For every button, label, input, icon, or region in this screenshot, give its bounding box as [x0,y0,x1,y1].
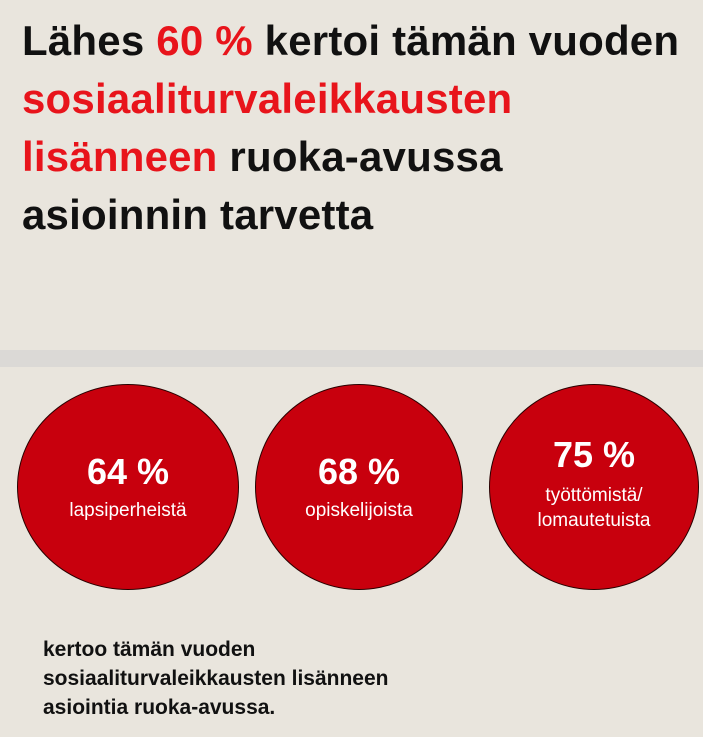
headline-part-1: Lähes [22,17,157,64]
stat-circle-families [17,384,239,590]
stat-circle-students [255,384,463,590]
stat-label: opiskelijoista [305,499,413,521]
stat-label-line-2: lomautetuista [537,510,651,531]
headline-highlight-percentage: 60 % [156,17,253,64]
stat-value: 64 % [86,450,170,492]
stat-label-line-1: työttömistä/ [545,485,643,506]
headline-part-2: kertoi tämän vuoden [252,17,680,64]
stat-circle-unemployed [489,384,699,590]
footer-line-3: asiointia ruoka-avussa. [43,696,276,719]
headline [22,12,692,244]
headline-highlight-cuts: sosiaaliturvaleikkausten lisänneen [22,75,513,180]
stat-value: 75 % [552,434,636,475]
footer-text [43,635,663,722]
stat-label: lapsiperheistä [69,499,187,521]
footer-line-1: kertoo tämän vuoden [43,638,256,661]
section-divider [0,350,703,367]
footer-line-2: sosiaaliturvaleikkausten lisänneen [43,667,389,690]
stat-value: 68 % [317,450,401,492]
headline-part-3: ruoka-avussa asioinnin tarvetta [22,133,503,238]
